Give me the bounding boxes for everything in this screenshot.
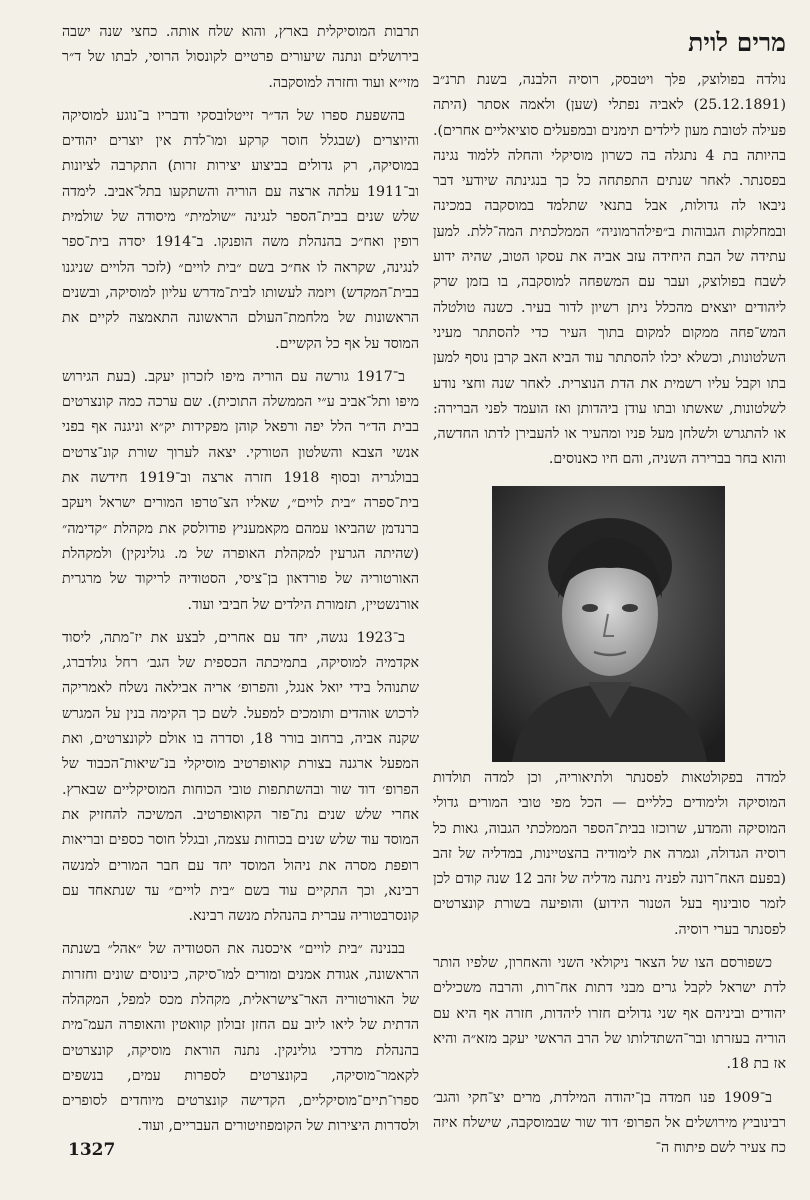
paragraph: בהשפעת ספרו של הד״ר זייטלובסקי ודבריו ב־נוגע למוסיקה והיוצרים (שבגלל חוסר קרקע ומו־לדת אין יוצרים יהודים במוסיקה, רק גדולים בביצוע יצירות זרות) התקרבה לציונות וב־1911 עלתה ארצה עם הוריה והשתקעו בתל־אביב. לימדה שלש שנים בבית־הספר לנגינה ״שולמית״ מיסודה של שולמית רופין ואח״כ בהנהלת משה הופנקו. ב־1914 יסדה בית־ספר לנגינה, שקראה לו אח״כ בשם ״בית לויים״ (לזכר הלויים שניגנו בבית־המקדש) ויזמה לעשותו לבית־מדרש עליון למוסיקה, ובשנים הראשונות של מלחמת־העולם הראשונה התאמצה לקיים את המוסד על אף כל הקשיים. [62,107,419,352]
paragraph: נולדה בפולוצק, פלך ויטבסק, רוסיה הלבנה, בשנת תרנ״ב (25.12.1891) לאביה נפתלי (שען) ולאמה אסתר (היתה פעילה לטובת מעון לילדים תימנים ובמפעלים סוציאליים אחרים). בהיותה בת 4 נתגלה בה כשרון מוסיקלי והחלה ללמוד נגינה בפסנתר. לאחר שנתים התפתחה כל כך בנגינתה שיודעי דבר ניבאו לה גדולות, אבל בתנאי שתלמד במוסקבה במכינה ובמחלקות הגבוהות ב״פילהרמוניה״ הממלכתית המה־ללת. למען עתידה של הבת היחידה עזב אביה את עסקו הטוב, שהיה ידוע לשבח בפולוצק, ועבר עם המשפחה למוסקבה, בו בזמן שרק ליהודים יוצאים מהכלל ניתן רשיון לדור בעיר. כשנה טולטלה המש־פחה ממקום למקום בתוך העיר כדי להסתתר מעיני השלטונות, וכשלא יכלו להסתתר עוד הביא האב קרבן נוסף למען בתו וקבל עליו רשמית את הדת הנוצרית. לאחר שנה וחצי נודע לשלטונות, שאשתו ובתו עודן ביהדותן ואז הועמד לפני הברירה: או להתגרש ולשלחן מעל פניו ומהעיר או להעבירן לדתו החדשה, והוא בחר בברירה השניה, והם חיו כאנוסים. [433,72,787,468]
paragraph: למדה בפקולטאות לפסנתר ולתיאוריה, וכן למדה תולדות המוסיקה ולימודים כלליים — הכל מפי טובי המורים גדולי המוסיקה והמדע, שרוכזו בבית־הספר הממלכתי הגבוה, גאות כל רוסיה הגדולה, וגמרה את לימודיה בהצטיינות, במדליה של זהב (בפעם האח־רונה לפניה ניתנה מדליה של זהב 12 שנה קודם לכן לזמר סובינוף בעל הטנור הידוע) והופיעה בשורת קונצרטים לפסנתר בערי רוסיה. [433,770,786,938]
paragraph: ב־1909 פנו חמדה בן־יהודה המילדת, מרים יצ־חקי והגב׳ רבינוביץ מירושלים אל הפרופ׳ דוד שור שבמוסקבה, שישלח איזה כח צעיר לשם פיתוח ה־ [433,1089,786,1157]
paragraph: ב־1917 גורשה עם הוריה מיפו לזכרון יעקב. (בעת הגירוש מיפו ותל־אביב ע״י הממשלה התוכית). שם ערכה כמה קונצרטים בבית הד״ר הלל יפה ורפאל קוהן מפקידות יק״א וניגנה אף בפני אנשי הצבא והשלטון הטורקי. יצאה לערוך שורת קונ־צרטים בבולגריה ובסוף 1918 חזרה ארצה וב־1919 חידשה את בית־ספרה ״בית לויים״, שאליו הצ־טרפו המורים ישראל ויעקב ברנדמן שהביאו עמהם מקאמעניץ פודולסק את מקהלת ״קדימה״ (שהיתה הגרעין למקהלת האופרה של מ. גולינקין) ולמקהלת האורטוריה של פורדאון בן־ציסי, הסטודיה לריקוד של מרגרית אורנשטיין, תזמורת הילדים של חביבי ועוד. [62,368,419,613]
paragraph: כשפורסם הצו של הצאר ניקולאי השני והאחרון, שלפיו הותר לדת ישראל לקבל גרים מבני דתות אח־רות, והרבה משכילים יהודים וביניהם אף שני גדולים חזרו ליהדות, חזרה אף היא עם הוריה בעזרתו ובר־השתדלותו של הרב הראשי יעקב מזא״ה והיא אז בת 18. [433,955,786,1073]
paragraph: ב־1923 נגשה, יחד עם אחרים, לבצע את יז־מתה, ליסוד אקדמיה למוסיקה, בתמיכתה הכספית של הגב׳ רחל גולדברג, שתנוהל בידי יואל אנגל, והפרופ׳ אריה אבילאה נשלח לאמריקה לרכוש אוהדים ותומכים למפעל. לשם כך הקימה בנין על המגרש שקנה אביה, ברחוב בורר 18, וסדרה בו אולם לקונצרטים, ואת המפעל ארגנה בצורת קואופרטיב מוסיקלי בנ־שיאות־הכבוד של הפרופ׳ דוד שור ובהשתתפות טובי הכוחות המוסיקליים שבארץ. אחרי שלש שנים נת־פזר הקואופרטיב. המשיכה להחזיק את המוסד עוד שלש שנים בכוחות עצמה, ובגלל חוסר כספים ובריאות רופפת מסרה את ניהול המוסד יחד עם חבר המורים למנשה רבינא, וכך התקיים עוד בשם ״בית לויים״ עד שנתאחד עם קונסרבטוריה עברית בהנהלת מנשה רבינא. [62,629,419,925]
article-title: מרים לוית [688,28,786,57]
portrait-image [492,486,725,762]
right-column-bottom [433,766,786,1169]
left-column [62,20,419,1148]
portrait-photo [492,486,725,762]
paragraph: תרבות המוסיקלית בארץ, והוא שלח אותה. כחצי שנה ישבה בירושלים ונתנה שיעורים פרטיים לקונסול הרוסי, לבתו של ד״ר מזי״א ועוד וחזרה למוסקבה. [62,24,419,91]
right-column-top [433,20,786,481]
paragraph: בבנינה ״בית לויים״ איכסנה את הסטודיה של ״אהל״ בשנתה הראשונה, אגודת אמנים ומורים למו־סיקה, כינוסים שונים וחזרות של האורטוריה האר־צישראלית, מקהלת מכס למפל, המקהלה הדתית של ליאו ליוב עם החזן זבולון קוואטין והאופרה העמ־מית בהנהלת מרדכי גולינקין. נתנה הוראת מוסיקה, קונצרטים לקאמר־מוסיקה, בקונצרטים לספרות עמים, בנשפים ספרו־תיים־מוסיקליים, הקדישה קונצרטים מיוחדים לסופרים ולסדרות היצירות של הקומפוזיטורים העבריים, ועוד. [62,941,419,1135]
page-number: 1327 [68,1140,116,1160]
